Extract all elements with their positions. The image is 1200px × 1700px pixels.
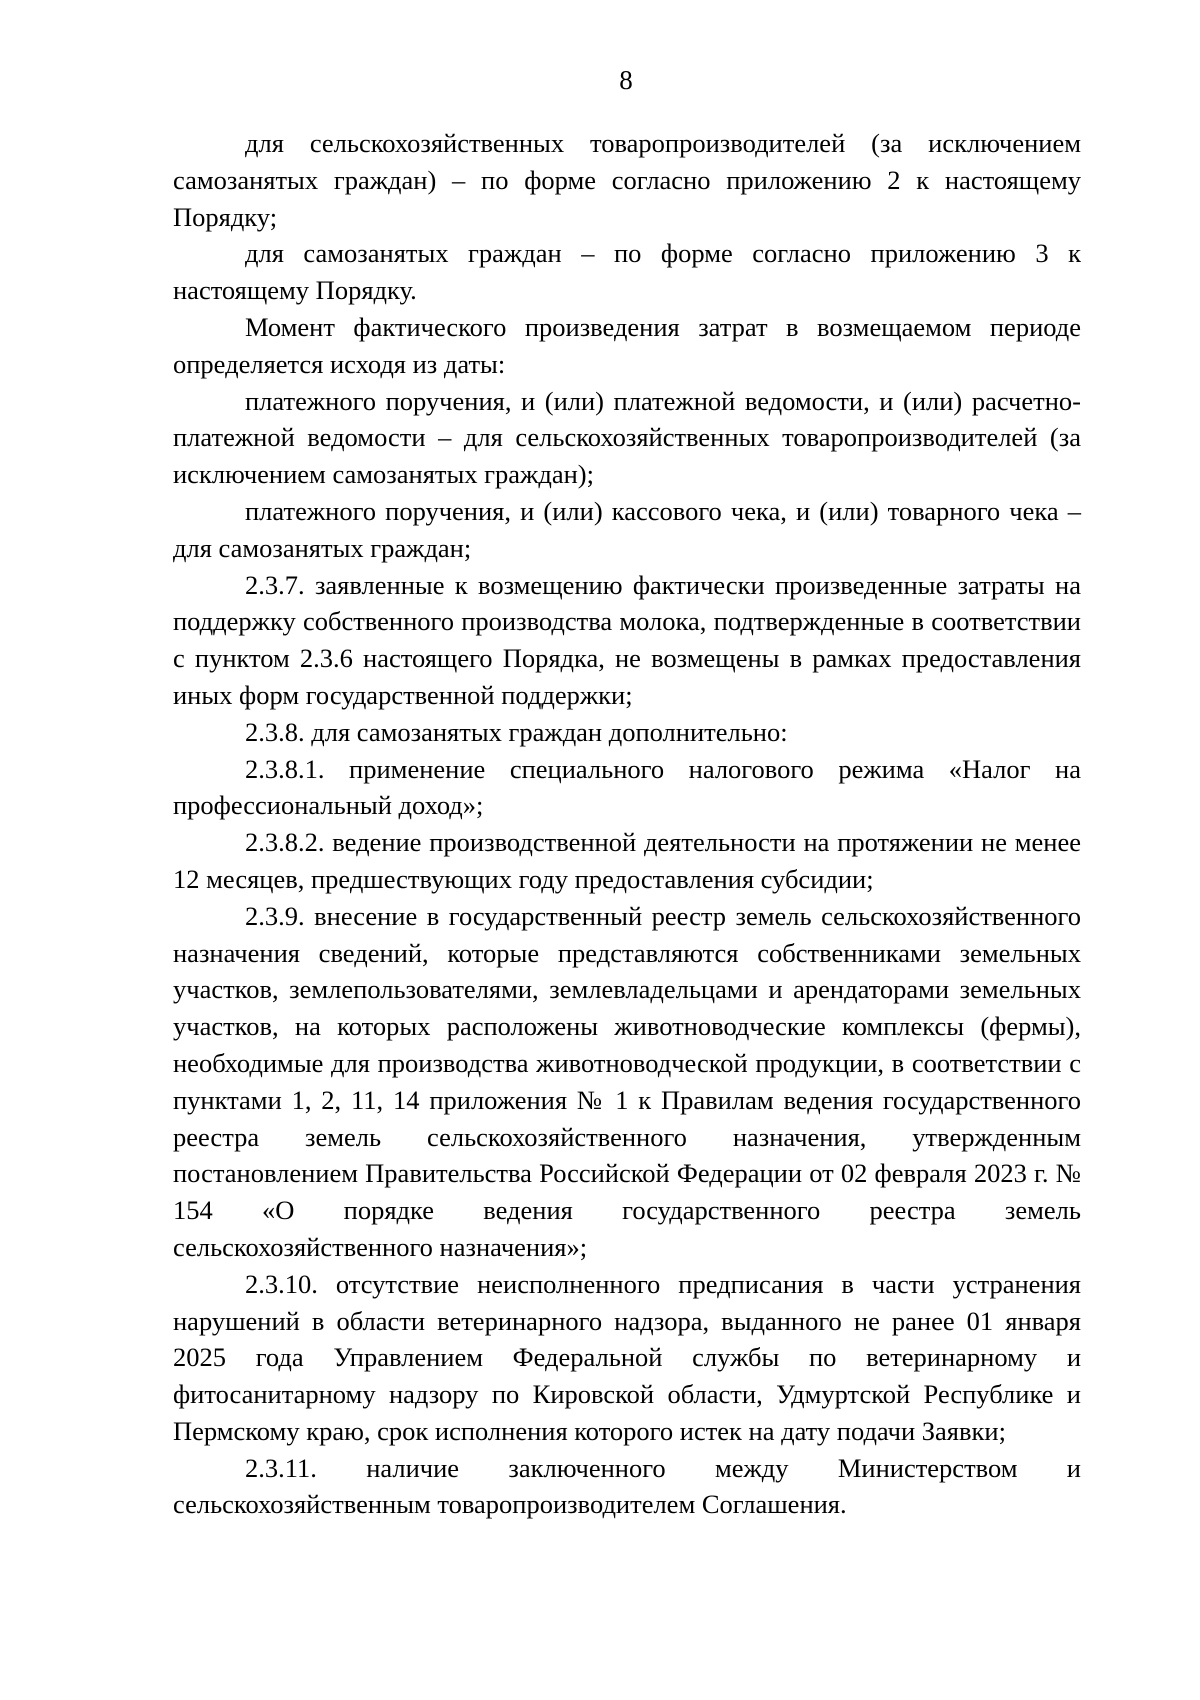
- paragraph-payment-docs-producers: платежного поручения, и (или) платежной ведомости, и (или) расчетно-платежной ведомости – для сельскохозяйственных товаропроизводителей (за исключением самозанятых граждан);: [173, 385, 1081, 490]
- paragraph-2-3-10: 2.3.10. отсутствие неисполненного предписания в части устранения нарушений в области ветеринарного надзора, выданного не ранее 01 января 2025 года Управлением Федеральной службы по ветеринарному и фитосанитарному надзору по Кировской области, Удмуртской Республике и Пермскому краю, срок исполнения которого истек на дату подачи Заявки;: [173, 1268, 1081, 1446]
- paragraph-2-3-9: 2.3.9. внесение в государственный реестр земель сельскохозяйственного назначения сведений, которые представляются собственниками земельных участков, землепользователями, землевладельцами и арендаторами земельных участков, на которых расположены животноводческие комплексы (фермы), необходимые для производства животноводческой продукции, в соответствии с пунктами 1, 2, 11, 14 приложения № 1 к Правилам ведения государственного реестра земель сельскохозяйственного назначения, утвержденным постановлением Правительства Российской Федерации от 02 февраля 2023 г. № 154 «О порядке ведения государственного реестра земель сельскохозяйственного назначения»;: [173, 900, 1081, 1262]
- paragraph-self-employed-exclusion-form: для сельскохозяйственных товаропроизводителей (за исключением самозанятых граждан) – по форме согласно приложению 2 к настоящему Порядку;: [173, 128, 1081, 232]
- paragraph-2-3-7: 2.3.7. заявленные к возмещению фактически произведенные затраты на поддержку собственного производства молока, подтвержденные в соответствии с пунктом 2.3.6 настоящего Порядка, не возмещены в рамках предоставления иных форм государственной поддержки;: [173, 569, 1081, 710]
- paragraph-2-3-11: 2.3.11. наличие заключенного между Министерством и сельскохозяйственным товаропроизводителем Соглашения.: [173, 1452, 1081, 1520]
- document-body: [173, 125, 1081, 1523]
- page-number: 8: [619, 65, 633, 95]
- paragraph-2-3-8: 2.3.8. для самозанятых граждан дополнительно:: [245, 716, 788, 747]
- paragraph-self-employed-form: для самозанятых граждан – по форме согласно приложению 3 к настоящему Порядку.: [173, 238, 1081, 306]
- paragraph-2-3-8-1: 2.3.8.1. применение специального налогового режима «Налог на профессиональный доход»;: [173, 753, 1081, 821]
- paragraph-payment-docs-self-employed: платежного поручения, и (или) кассового чека, и (или) товарного чека – для самозанятых граждан;: [173, 495, 1081, 563]
- paragraph-cost-moment: Момент фактического произведения затрат в возмещаемом периоде определяется исходя из даты:: [173, 311, 1081, 379]
- paragraph-2-3-8-2: 2.3.8.2. ведение производственной деятельности на протяжении не менее 12 месяцев, предшествующих году предоставления субсидии;: [173, 827, 1081, 894]
